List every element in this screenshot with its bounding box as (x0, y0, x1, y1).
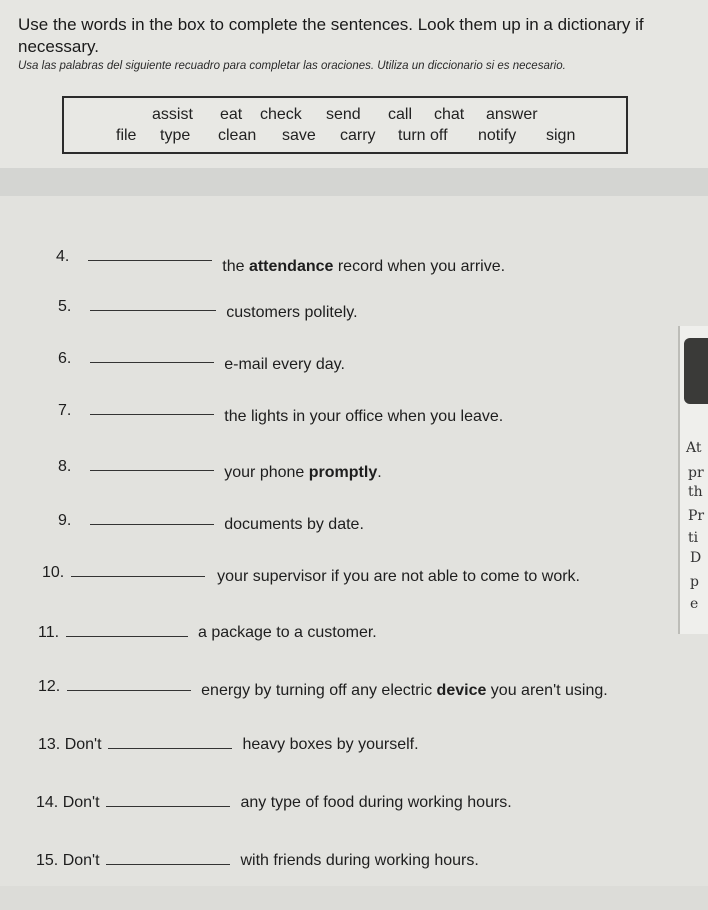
exercise-number: 4. (56, 248, 70, 265)
exercise-7 (58, 400, 504, 425)
exercise-number: 6. (58, 350, 72, 367)
exercise-15 (36, 850, 479, 870)
word-answer: answer (486, 106, 538, 123)
exercise-text: any type of food during working hours. (240, 794, 512, 811)
exercise-number: 7. (58, 402, 72, 419)
instructions-spanish: Usa las palabras del siguiente recuadro para completar las oraciones. Utiliza un diccionario si es necesario. (18, 60, 566, 72)
exercise-number: 11. (38, 624, 60, 641)
exercise-11 (38, 622, 377, 642)
answer-blank[interactable] (90, 510, 214, 525)
answer-blank[interactable] (71, 562, 205, 577)
exercise-12 (38, 676, 608, 699)
exercise-14 (36, 792, 512, 812)
word-save: save (282, 127, 316, 144)
word-chat: chat (434, 106, 465, 123)
answer-blank[interactable] (90, 348, 214, 363)
adjacent-page-fragment: pr (688, 465, 704, 481)
exercise-text: a package to a customer. (197, 624, 377, 641)
exercise-number: 10. (42, 564, 65, 581)
exercise-text: your phone promptly. (224, 464, 382, 481)
word-box (62, 96, 628, 154)
adjacent-page-fragment: Pr (688, 508, 705, 524)
exercise-text: with friends during working hours. (240, 852, 479, 869)
exercise-prefix: Don't (64, 736, 102, 753)
answer-blank[interactable] (90, 296, 216, 311)
answer-blank[interactable] (106, 850, 230, 865)
exercise-9 (58, 510, 364, 533)
adjacent-page-fragment: At (686, 440, 702, 456)
exercise-text: your supervisor if you are not able to come to work. (217, 568, 580, 585)
instructions-english: Use the words in the box to complete the sentences. Look them up in a dictionary if necessary. (18, 15, 644, 56)
exercise-number: 14. (36, 794, 59, 811)
exercise-number: 5. (58, 298, 72, 315)
exercise-prefix: Don't (62, 852, 100, 869)
exercise-number: 12. (38, 678, 61, 695)
answer-blank[interactable] (90, 456, 214, 471)
exercise-text: e-mail every day. (224, 356, 345, 373)
exercise-8 (58, 456, 382, 481)
exercise-text: documents by date. (224, 516, 364, 533)
word-assist: assist (152, 106, 193, 123)
word-file: file (116, 127, 137, 144)
word-send: send (326, 106, 361, 123)
answer-blank[interactable] (66, 622, 188, 637)
adjacent-page-fragment: e (690, 596, 699, 612)
exercise-number: 13. (38, 736, 61, 753)
exercise-number: 9. (58, 512, 72, 529)
exercise-number: 8. (58, 458, 72, 475)
exercise-text: customers politely. (226, 304, 358, 321)
adjacent-page-fragment: th (688, 484, 703, 500)
exercise-5 (58, 296, 358, 321)
answer-blank[interactable] (90, 400, 214, 415)
exercise-10 (42, 562, 580, 585)
exercise-4 (56, 246, 506, 275)
word-type: type (160, 127, 191, 144)
exercise-number: 15. (36, 852, 59, 869)
adjacent-page-fragment: D (690, 550, 702, 566)
exercise-text: the lights in your office when you leave. (224, 408, 504, 425)
word-check: check (260, 106, 302, 123)
exercise-prefix: Don't (62, 794, 100, 811)
word-clean: clean (218, 127, 257, 144)
adjacent-page-fragment: p (690, 574, 699, 590)
word-turn-off: turn off (398, 127, 448, 144)
word-sign: sign (546, 127, 576, 144)
sheet-gap (0, 168, 708, 196)
adjacent-page-dark-tab (684, 338, 708, 404)
word-call: call (388, 106, 413, 123)
exercise-13 (38, 734, 419, 754)
exercise-text: the attendance record when you arrive. (222, 258, 506, 275)
word-notify: notify (478, 127, 517, 144)
answer-blank[interactable] (88, 246, 212, 261)
exercise-text: energy by turning off any electric device you aren't using. (201, 682, 608, 699)
answer-blank[interactable] (67, 676, 191, 691)
answer-blank[interactable] (106, 792, 230, 807)
word-carry: carry (340, 127, 376, 144)
adjacent-page-fragment: ti (688, 530, 699, 546)
exercise-text: heavy boxes by yourself. (242, 736, 419, 753)
answer-blank[interactable] (108, 734, 232, 749)
word-eat: eat (220, 106, 243, 123)
exercise-6 (58, 348, 345, 373)
